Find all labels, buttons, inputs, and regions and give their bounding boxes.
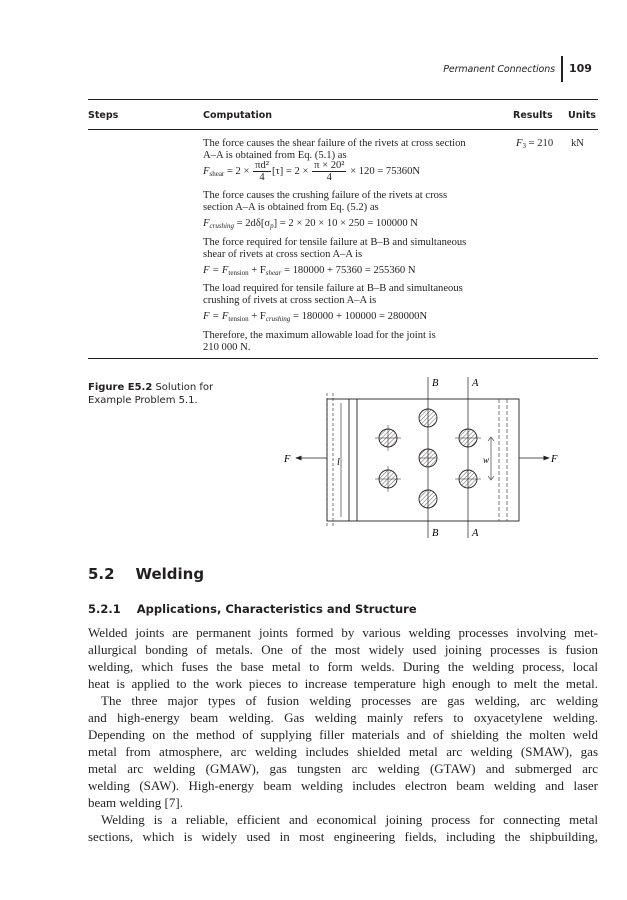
label-width: w bbox=[483, 455, 490, 465]
paragraph-line: and high-energy beam welding. Gas welding mainly refers to oxyacetylene welding. bbox=[88, 710, 598, 725]
page-number: 109 bbox=[569, 62, 592, 75]
computation-line: 210 000 N. bbox=[203, 342, 251, 353]
col-header-units: Units bbox=[568, 110, 596, 121]
paragraph-line: The three major types of fusion welding processes are gas welding, arc welding bbox=[101, 693, 598, 708]
label-b-top: B bbox=[432, 378, 439, 389]
col-header-computation: Computation bbox=[203, 110, 273, 121]
rivet bbox=[375, 466, 401, 492]
rivet bbox=[455, 470, 481, 488]
computation-line: The load required for tensile failure at B–B and simultaneous bbox=[203, 283, 463, 294]
equation-shear: Fshear = 2 × $\frac{\text{πd²}}{4}$ [τ] = 2 × $\frac{\text{π × 20²}}{4}$ × 120 = 75360N bbox=[203, 160, 421, 183]
subsection-title: 5.2.1 Applications, Characteristics and Structure bbox=[88, 602, 417, 616]
label-length: l bbox=[337, 457, 340, 468]
paragraph-line: Depending on the method of supplying filler materials and of shielding the molten weld bbox=[88, 727, 598, 742]
header-divider bbox=[561, 56, 563, 82]
label-a-bottom: A bbox=[472, 528, 479, 539]
rivet bbox=[419, 490, 437, 508]
paragraph-line: Welded joints are permanent joints formed by various welding processes involving met- bbox=[88, 625, 598, 640]
col-header-results: Results bbox=[513, 110, 553, 121]
computation-line: shear of rivets at cross section A–A is bbox=[203, 249, 363, 260]
paragraph-line: heat is applied to the work pieces to increase temperature high enough to melt the metal. bbox=[88, 676, 598, 691]
paragraph-line: Welding is a reliable, efficient and economical joining process for connecting metal bbox=[101, 812, 598, 827]
table-header-rule bbox=[88, 129, 598, 130]
col-header-steps: Steps bbox=[88, 110, 119, 121]
computation-line: The force causes the crushing failure of the rivets at cross bbox=[203, 190, 448, 201]
rivet bbox=[455, 429, 481, 447]
computation-line: The force causes the shear failure of the rivets at cross section bbox=[203, 138, 466, 149]
figure-caption bbox=[88, 382, 258, 407]
paragraph-line: welding (SAW). High-energy beam welding includes electron beam welding and laser bbox=[88, 778, 598, 793]
equation-crushing: $F_{crushing} = 2d\delta[\sigma_p] = 2 \times 20 \times 10 \times 250 = 100000$ N bbox=[203, 218, 418, 230]
computation-line: Therefore, the maximum allowable load for the joint is bbox=[203, 330, 436, 341]
label-force-right: F bbox=[551, 454, 558, 465]
rivet bbox=[375, 425, 401, 451]
label-a-top: A bbox=[472, 378, 479, 389]
figure-caption-text: Solution for Example Problem 5.1. bbox=[88, 382, 214, 406]
equation-tension-shear: F = Ftension + $F_{shear} = 180000 + 75360 = 255360$ N bbox=[203, 265, 416, 277]
result-value: F3 = 210 bbox=[516, 138, 554, 150]
table-top-rule bbox=[88, 99, 598, 100]
paragraph-line: metal arc welding (GMAW), gas tungsten arc welding (GTAW) and submerged arc bbox=[88, 761, 598, 776]
label-b-bottom: B bbox=[432, 528, 439, 539]
paragraph-line: allurgical bonding of metals. One of the most widely used joining processes is fusion bbox=[88, 642, 598, 657]
result-unit: kN bbox=[571, 138, 584, 149]
computation-line: section A–A is obtained from Eq. (5.2) as bbox=[203, 202, 379, 213]
equation-tension-crushing: F = Ftension + $F_{crushing} = 180000 + 100000 = 280000N$ bbox=[203, 311, 428, 323]
table-bottom-rule bbox=[88, 358, 598, 359]
label-force-left: F bbox=[284, 454, 291, 465]
paragraph-line: metal from atmosphere, arc welding includes shielded metal arc welding (SMAW), gas bbox=[88, 744, 598, 759]
riveted-joint-figure bbox=[281, 373, 571, 543]
computation-line: crushing of rivets at cross section A–A is bbox=[203, 295, 377, 306]
figure-caption-label: Figure E5.2 bbox=[88, 382, 153, 393]
computation-line: A–A is obtained from Eq. (5.1) as bbox=[203, 150, 347, 161]
computation-line: The force required for tensile failure at B–B and simultaneous bbox=[203, 237, 467, 248]
paragraph-line: sections, which is widely used in most engineering fields, including the shipbuilding, bbox=[88, 829, 598, 844]
paragraph-line: welding, which fuses the base metal to form welds. During the welding process, local bbox=[88, 659, 598, 674]
running-title: Permanent Connections bbox=[443, 64, 555, 75]
paragraph-line: beam welding [7]. bbox=[88, 795, 183, 810]
section-title: 5.2 Welding bbox=[88, 565, 205, 583]
rivet bbox=[419, 409, 437, 427]
